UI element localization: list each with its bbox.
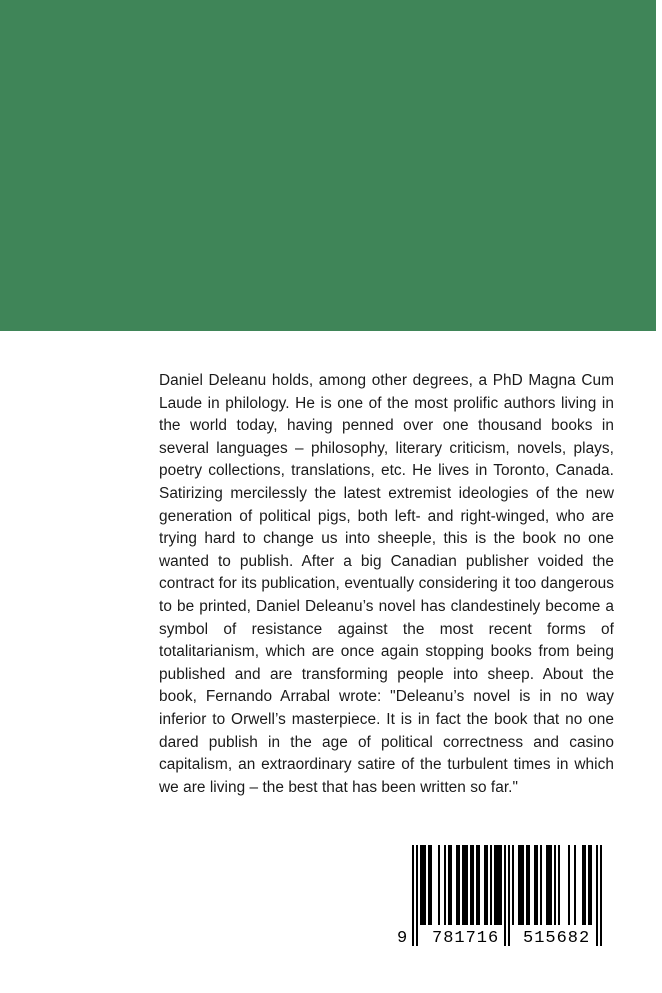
barcode-bar [568,845,570,925]
barcode-bar [496,845,498,925]
barcode-bar [500,845,502,925]
barcode-bar [518,845,520,925]
barcode-bar [522,845,524,925]
barcode-left-digits: 781716 [432,929,500,948]
barcode-bar [520,845,522,925]
barcode-first-digit: 9 [397,929,409,948]
barcode-bar [584,845,586,925]
barcode-bar [548,845,550,925]
barcode-bar [444,845,446,925]
barcode-bar [574,845,576,925]
barcode-bar [528,845,530,925]
barcode-bar [504,845,506,946]
barcode-bar [458,845,460,925]
barcode-bar [484,845,486,925]
barcode-bar [600,845,602,946]
barcode-bar [476,845,478,925]
barcode-bar [472,845,474,925]
barcode-bar [558,845,560,925]
cover-color-panel [0,0,656,331]
barcode-bar [540,845,542,925]
barcode-bar [486,845,488,925]
barcode-bar [498,845,500,925]
barcode-bar [554,845,556,925]
barcode-bar [456,845,458,925]
barcode-bar [526,845,528,925]
barcode-bar [412,845,414,946]
back-cover-blurb: Daniel Deleanu holds, among other degrees, a PhD Magna Cum Laude in philology. He is one of the most prolific authors living in the world today, having penned over one thousand books in several languages – philosophy, literary criticism, novels, plays, poetry collections, translations, etc. He lives in Toronto, Canada. Satirizing mercilessly the latest extremist ideologies of the new generation of political pigs, both left- and right-winged, who are trying hard to change us into sheeple, this is the book no one wanted to publish. After a big Canadian publisher voided the contract for its publication, eventually considering it too dangerous to be printed, Daniel Deleanu’s novel has clandestinely become a symbol of resistance against the most recent forms of totalitarianism, which are once again stopping books from being published and are transforming people into sheep. About the book, Fernando Arrabal wrote: "Deleanu’s novel is in no way inferior to Orwell’s masterpiece. It is in fact the book that no one dared publish in the age of political correctness and casino capitalism, an extraordinary satire of the turbulent times in which we are living – the best that has been written so far." [159,372,614,796]
barcode-bar [490,845,492,925]
barcode-bar [438,845,440,925]
barcode-bar [546,845,548,925]
barcode-bar [416,845,418,946]
barcode-bar [478,845,480,925]
barcode-bar [420,845,422,925]
barcode-bar [430,845,432,925]
barcode-bar [512,845,514,925]
barcode-bar [448,845,450,925]
barcode-bar [464,845,466,925]
barcode-bar [424,845,426,925]
barcode-bar [582,845,584,925]
barcode-bar [422,845,424,925]
barcode-bar [588,845,590,925]
barcode-bar [466,845,468,925]
barcode-bar [428,845,430,925]
barcode-bar [534,845,536,925]
page-edge [656,0,662,993]
barcode-bar [450,845,452,925]
barcode-right-digits: 515682 [523,929,591,948]
barcode-bar [470,845,472,925]
barcode-bar [536,845,538,925]
barcode-bar [590,845,592,925]
barcode-bar [596,845,598,946]
barcode-bar [462,845,464,925]
barcode-bar [494,845,496,925]
barcode-bar [550,845,552,925]
isbn-barcode [396,845,614,953]
barcode-bar [508,845,510,946]
